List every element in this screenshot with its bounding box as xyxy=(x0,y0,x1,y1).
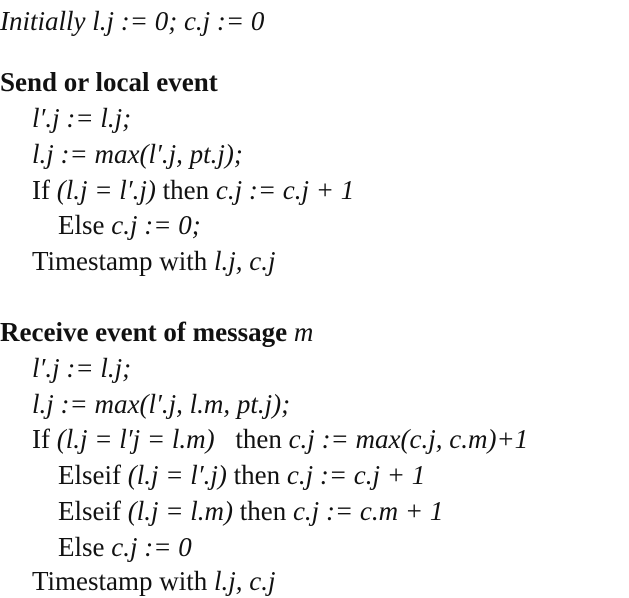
recv-elseif-1-expression: c.j := c.j + 1 xyxy=(286,460,426,490)
recv-timestamp-line xyxy=(32,564,276,598)
send-if-line xyxy=(32,173,354,207)
init-word: Initially xyxy=(0,6,86,36)
recv-elseif-1-condition: (l.j = l′.j) xyxy=(127,460,227,490)
send-if-condition: (l.j = l′.j) xyxy=(56,175,156,205)
recv-heading-var: m xyxy=(293,317,314,347)
recv-else-expression: c.j := 0 xyxy=(111,532,192,562)
init-line xyxy=(0,4,264,38)
send-heading: Send or local event xyxy=(0,67,218,97)
recv-heading-line xyxy=(0,315,313,349)
recv-timestamp-expression: l.j, c.j xyxy=(214,566,276,596)
send-then-keyword: then xyxy=(162,175,210,205)
recv-elseif-1-keyword: Elseif xyxy=(58,460,121,490)
recv-heading: Receive event of message xyxy=(0,317,288,347)
send-timestamp-expression: l.j, c.j xyxy=(214,246,276,276)
recv-if-condition: (l.j = l′j = l.m) xyxy=(56,424,215,454)
init-math: l.j := 0; c.j := 0 xyxy=(92,6,265,36)
recv-elseif-2-keyword: Elseif xyxy=(58,496,121,526)
recv-if-line xyxy=(32,422,528,456)
recv-elseif-1-line xyxy=(58,458,425,492)
send-then-expression: c.j := c.j + 1 xyxy=(215,175,355,205)
recv-else-line xyxy=(58,530,192,564)
recv-else-keyword: Else xyxy=(58,532,105,562)
send-line-2: l.j := max(l′.j, pt.j); xyxy=(32,139,243,169)
recv-elseif-2-then: then xyxy=(239,496,287,526)
recv-elseif-2-expression: c.j := c.m + 1 xyxy=(292,496,444,526)
recv-then-keyword: then xyxy=(235,424,282,454)
send-if-keyword: If xyxy=(32,175,50,205)
send-line-1: l′.j := l.j; xyxy=(32,103,132,133)
recv-line-1: l′.j := l.j; xyxy=(32,353,132,383)
recv-line-2: l.j := max(l′.j, l.m, pt.j); xyxy=(32,389,291,419)
send-timestamp-line xyxy=(32,244,276,278)
recv-if-keyword: If xyxy=(32,424,50,454)
send-timestamp-keyword: Timestamp with xyxy=(32,246,208,276)
recv-elseif-2-line xyxy=(58,494,443,528)
recv-elseif-1-then: then xyxy=(233,460,281,490)
send-else-line xyxy=(58,208,201,242)
recv-timestamp-keyword: Timestamp with xyxy=(32,566,208,596)
send-else-keyword: Else xyxy=(58,210,105,240)
send-else-expression: c.j := 0; xyxy=(111,210,201,240)
recv-then-expression: c.j := max(c.j, c.m)+1 xyxy=(288,424,529,454)
recv-elseif-2-condition: (l.j = l.m) xyxy=(127,496,233,526)
